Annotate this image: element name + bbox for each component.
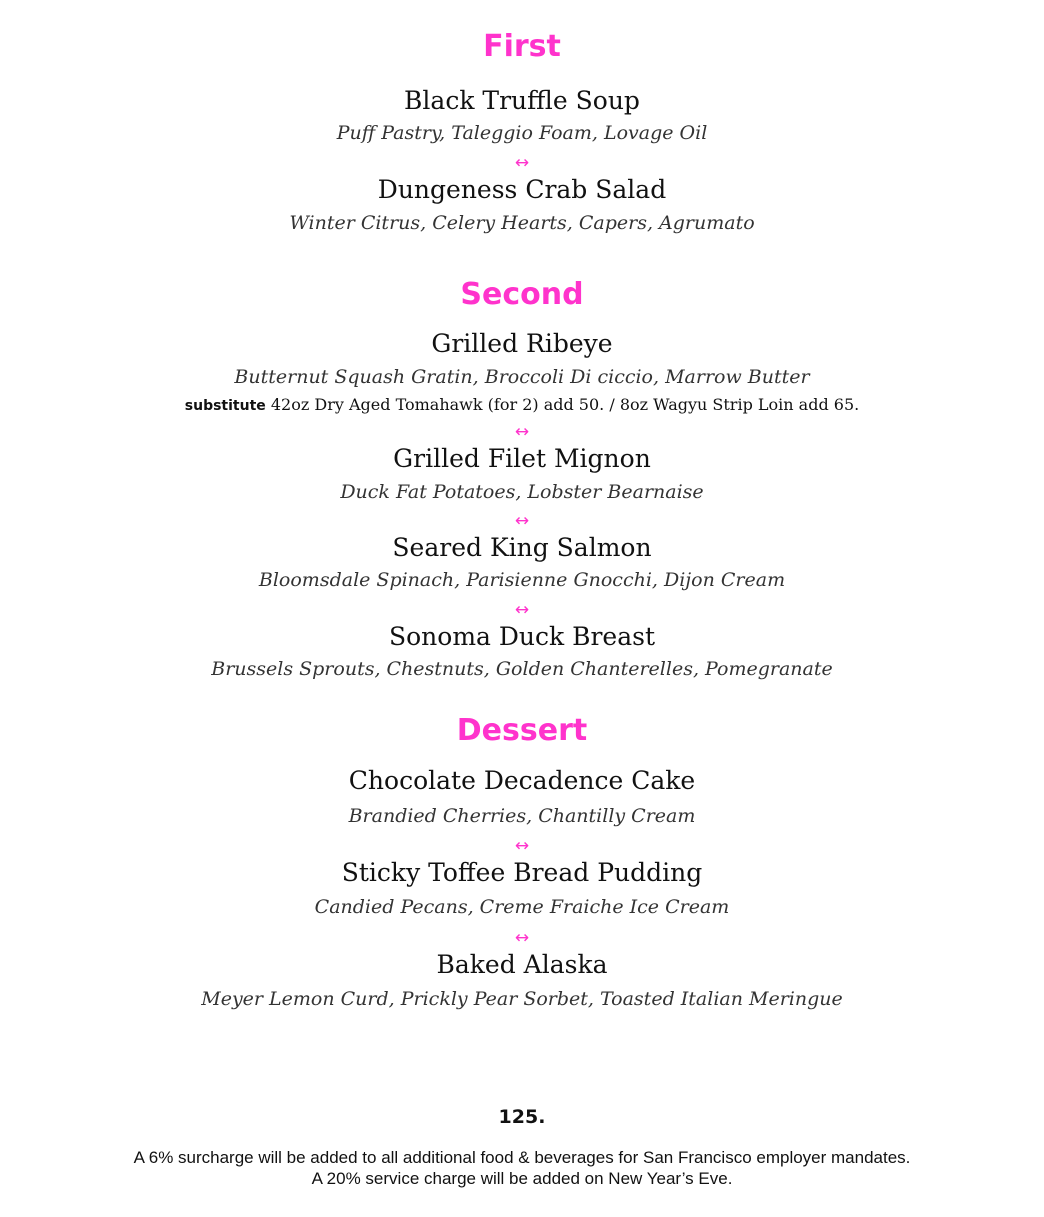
- dish-description: Candied Pecans, Creme Fraiche Ice Cream: [314, 896, 730, 918]
- dish-name: Grilled Ribeye: [431, 329, 613, 358]
- dish-name: Grilled Filet Mignon: [393, 444, 651, 473]
- dish-description: Duck Fat Potatoes, Lobster Bearnaise: [340, 481, 704, 503]
- divider-arrow-icon: ↔: [514, 422, 530, 442]
- substitute-label: substitute: [184, 398, 266, 414]
- divider-arrow-icon: ↔: [514, 511, 530, 531]
- dish-name: Seared King Salmon: [392, 533, 652, 562]
- dish-description: Winter Citrus, Celery Hearts, Capers, Agrumato: [289, 212, 755, 234]
- dish-name: Dungeness Crab Salad: [377, 175, 667, 204]
- dish-description: Bloomsdale Spinach, Parisienne Gnocchi, Dijon Cream: [258, 569, 786, 591]
- divider-arrow-icon: ↔: [514, 600, 530, 620]
- substitute-note: [0, 394, 1044, 417]
- section-heading-first: First: [483, 29, 561, 64]
- dish-name: Sonoma Duck Breast: [388, 622, 656, 651]
- surcharge-note: A 6% surcharge will be added to all additional food & beverages for San Francisco employer mandates.: [133, 1148, 911, 1167]
- dish-description: Butternut Squash Gratin, Broccoli Di ciccio, Marrow Butter: [234, 366, 810, 388]
- dish-name: Black Truffle Soup: [404, 86, 640, 115]
- section-heading-dessert: Dessert: [456, 713, 588, 748]
- service-charge-note: A 20% service charge will be added on New Year’s Eve.: [311, 1169, 733, 1188]
- divider-arrow-icon: ↔: [514, 153, 530, 173]
- menu-price: 125.: [498, 1106, 546, 1128]
- dish-description: Puff Pastry, Taleggio Foam, Lovage Oil: [336, 122, 708, 144]
- dish-description: Meyer Lemon Curd, Prickly Pear Sorbet, Toasted Italian Meringue: [201, 988, 843, 1010]
- section-heading-second: Second: [460, 277, 584, 312]
- divider-arrow-icon: ↔: [514, 928, 530, 948]
- substitute-text: 42oz Dry Aged Tomahawk (for 2) add 50. / 8oz Wagyu Strip Loin add 65.: [270, 395, 860, 414]
- dish-name: Chocolate Decadence Cake: [348, 766, 696, 795]
- dish-name: Baked Alaska: [436, 950, 608, 979]
- dish-description: Brandied Cherries, Chantilly Cream: [348, 805, 696, 827]
- dish-name: Sticky Toffee Bread Pudding: [341, 858, 703, 887]
- dish-description: Brussels Sprouts, Chestnuts, Golden Chanterelles, Pomegranate: [211, 658, 833, 680]
- divider-arrow-icon: ↔: [514, 836, 530, 856]
